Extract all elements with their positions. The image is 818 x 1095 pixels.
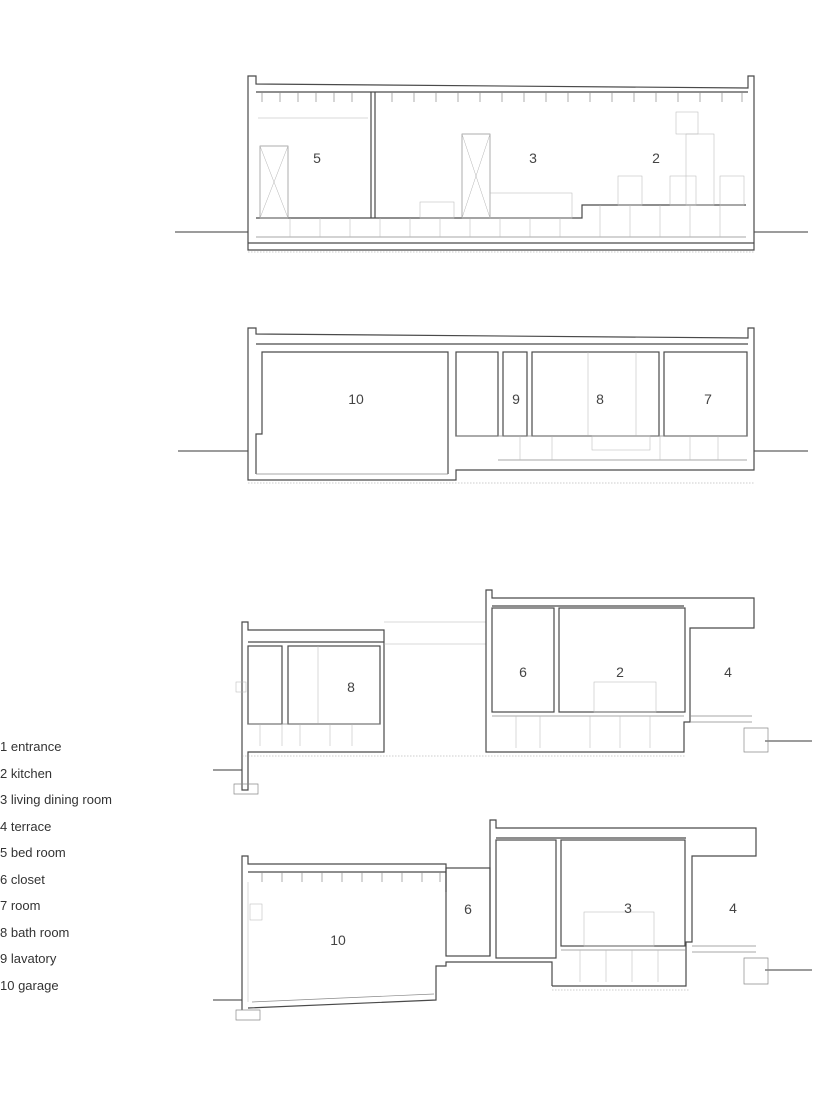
legend-item: 7 room (0, 898, 41, 913)
room-label: 7 (704, 391, 712, 407)
room-label: 6 (464, 901, 472, 917)
room-label: 10 (330, 932, 346, 948)
section-a (175, 76, 808, 252)
section-c (213, 590, 812, 794)
legend-item: 6 closet (0, 871, 45, 887)
room-label: 4 (729, 900, 737, 916)
room-label: 2 (652, 150, 660, 166)
legend-item: 10 garage (0, 977, 59, 993)
room-label: 2 (616, 664, 624, 680)
room-label: 3 (529, 150, 537, 166)
legend-item: 4 terrace (0, 818, 52, 834)
ceiling-joists (262, 92, 742, 102)
room-label: 5 (313, 150, 321, 166)
room-label: 3 (624, 900, 632, 916)
section-b (178, 328, 808, 483)
room-label: 6 (519, 664, 527, 680)
room-label: 8 (347, 679, 355, 695)
legend-item: 1 entrance (0, 739, 62, 754)
section-d (213, 820, 812, 1020)
legend-item: 5 bed room (0, 845, 66, 860)
legend-item: 9 lavatory (0, 951, 57, 966)
room-label: 9 (512, 391, 520, 407)
room-legend (0, 736, 112, 1001)
legend-item: 3 living dining room (0, 792, 113, 807)
room-label: 4 (724, 664, 732, 680)
legend-item: 2 kitchen (0, 765, 53, 781)
room-label: 8 (596, 391, 604, 407)
legend-item: 8 bath room (0, 924, 70, 940)
room-label: 10 (348, 391, 364, 407)
